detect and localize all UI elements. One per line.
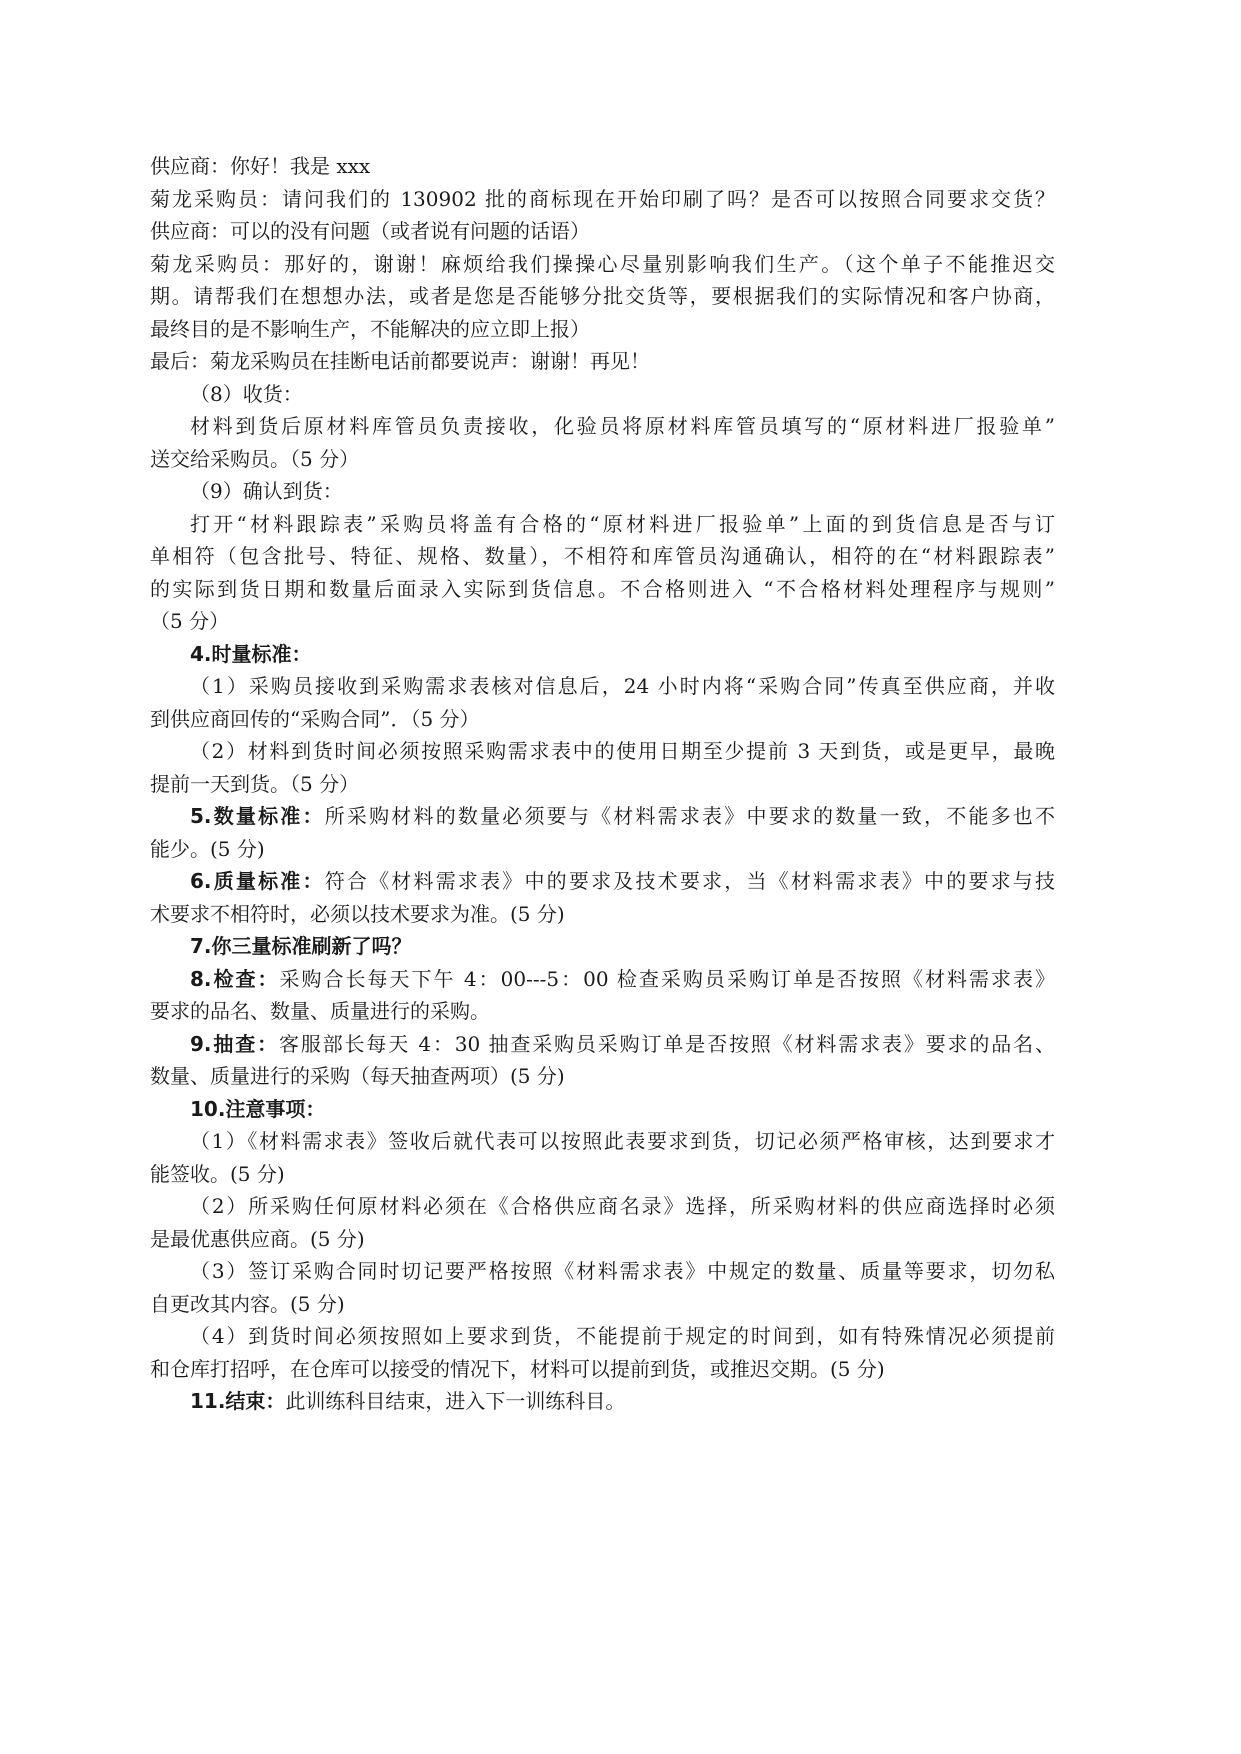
step-8-text: 材料到货后原材料库管员负责接收，化验员将原材料库管员填写的“原材料进厂报验单” bbox=[190, 414, 1055, 438]
section-9-line-1 bbox=[150, 1028, 1055, 1061]
step-8-heading: （8）收货： bbox=[190, 381, 303, 406]
section-10-item-2: （2）所采购任何原材料必须在《合格供应商名录》选择，所采购材料的供应商选择时必须 bbox=[190, 1194, 1055, 1218]
section-10-item-1: （1）《材料需求表》签收后就代表可以按照此表要求到货，切记必须严格审核，达到要求才 bbox=[190, 1129, 1055, 1153]
section-5-text: 所采购材料的数量必须要与《材料需求表》中要求的数量一致，不能多也不 bbox=[324, 804, 1056, 828]
section-4-item-1: （1）采购员接收到采购需求表核对信息后，24 小时内将“采购合同”传真至供应商，并收 bbox=[190, 674, 1055, 698]
section-4-item-2: （2）材料到货时间必须按照采购需求表中的使用日期至少提前 3 天到货，或是更早，最晚 bbox=[190, 739, 1055, 763]
step-9-heading: （9）确认到货： bbox=[190, 479, 343, 503]
document-page bbox=[150, 150, 1055, 1418]
step-9-text: 打开“材料跟踪表”采购员将盖有合格的“原材料进厂报验单”上面的到货信息是否与订 bbox=[190, 511, 1055, 536]
section-10-item-4-cont: 和仓库打招呼，在仓库可以接受的情况下，材料可以提前到货，或推迟交期。(5 分) bbox=[150, 1356, 885, 1381]
dialogue-buyer-thanks-end: 最终目的是不影响生产，不能解决的应立即上报） bbox=[150, 316, 590, 341]
section-10-item-3-cont: 自更改其内容。(5 分) bbox=[150, 1291, 345, 1316]
section-9-text-cont: 数量、质量进行的采购（每天抽查两项）(5 分) bbox=[150, 1064, 565, 1088]
section-9-text: 客服部长每天 4：30 抽查采购员采购订单是否按照《材料需求表》要求的品名、 bbox=[278, 1031, 1056, 1056]
section-6-line-1 bbox=[150, 865, 1055, 898]
section-5-line-1 bbox=[150, 800, 1055, 833]
section-6-text: 符合《材料需求表》中的要求及技术要求，当《材料需求表》中的要求与技 bbox=[324, 869, 1056, 893]
dialogue-buyer-thanks-cont: 期。请帮我们在想想办法，或者是您是否能够分批交货等，要根据我们的实际情况和客户协商， bbox=[150, 284, 1055, 308]
step-9-text-cont1: 单相符（包含批号、特征、规格、数量），不相符和库管员沟通确认，相符的在“材料跟踪表” bbox=[150, 544, 1055, 568]
step-9-text-cont2: 的实际到货日期和数量后面录入实际到货信息。不合格则进入 “不合格材料处理程序与规则” bbox=[150, 576, 1055, 601]
dialogue-supplier-reply: 供应商：可以的没有问题（或者说有问题的话语） bbox=[150, 219, 590, 243]
section-11-heading: 11.结束： bbox=[190, 1389, 286, 1413]
section-8-line-1 bbox=[150, 963, 1055, 996]
section-4-item-1-cont: 到供应商回传的“采购合同”．（5 分） bbox=[150, 706, 480, 731]
section-9-heading: 9.抽查： bbox=[190, 1031, 279, 1056]
section-11-text: 此训练科目结束，进入下一训练科目。 bbox=[285, 1389, 626, 1413]
section-4-item-2-cont: 提前一天到货。（5 分） bbox=[150, 771, 360, 796]
dialogue-buyer-question: 菊龙采购员：请问我们的 130902 批的商标现在开始印刷了吗？是否可以按照合同要求交货？ bbox=[150, 186, 1055, 211]
section-10-item-4: （4）到货时间必须按照如上要求到货，不能提前于规定的时间到，如有特殊情况必须提前 bbox=[190, 1324, 1055, 1348]
step-8-text-cont: 送交给采购员。（5 分） bbox=[150, 446, 360, 471]
dialogue-supplier-greeting: 供应商：你好！我是 xxx bbox=[150, 154, 371, 178]
section-10-heading: 10.注意事项： bbox=[190, 1096, 326, 1121]
section-8-text-cont: 要求的品名、数量、质量进行的采购。 bbox=[150, 999, 490, 1023]
section-10-item-2-cont: 是最优惠供应商。(5 分) bbox=[150, 1226, 365, 1251]
section-6-text-cont: 术要求不相符时，必须以技术要求为准。(5 分) bbox=[150, 901, 565, 926]
section-10-item-1-cont: 能签收。(5 分) bbox=[150, 1161, 285, 1186]
section-6-heading: 6.质量标准： bbox=[190, 869, 325, 893]
section-5-text-cont: 能少。(5 分) bbox=[150, 836, 265, 861]
section-8-heading: 8.检查： bbox=[190, 966, 280, 991]
section-10-item-3: （3）签订采购合同时切记要严格按照《材料需求表》中规定的数量、质量等要求，切勿私 bbox=[190, 1259, 1055, 1283]
dialogue-buyer-thanks: 菊龙采购员：那好的，谢谢！麻烦给我们操操心尽量别影响我们生产。（这个单子不能推迟交 bbox=[150, 251, 1055, 276]
section-7-heading: 7.你三量标准刷新了吗？ bbox=[190, 934, 412, 958]
dialogue-closing: 最后：菊龙采购员在挂断电话前都要说声：谢谢！再见！ bbox=[150, 349, 650, 373]
step-9-text-cont3: （5 分） bbox=[150, 609, 230, 633]
section-5-heading: 5.数量标准： bbox=[190, 804, 325, 828]
section-4-heading: 4.时量标准： bbox=[190, 641, 312, 666]
section-8-text: 采购合长每天下午 4：00---5：00 检查采购员采购订单是否按照《材料需求表》 bbox=[279, 966, 1055, 991]
section-11-line bbox=[150, 1385, 1055, 1418]
